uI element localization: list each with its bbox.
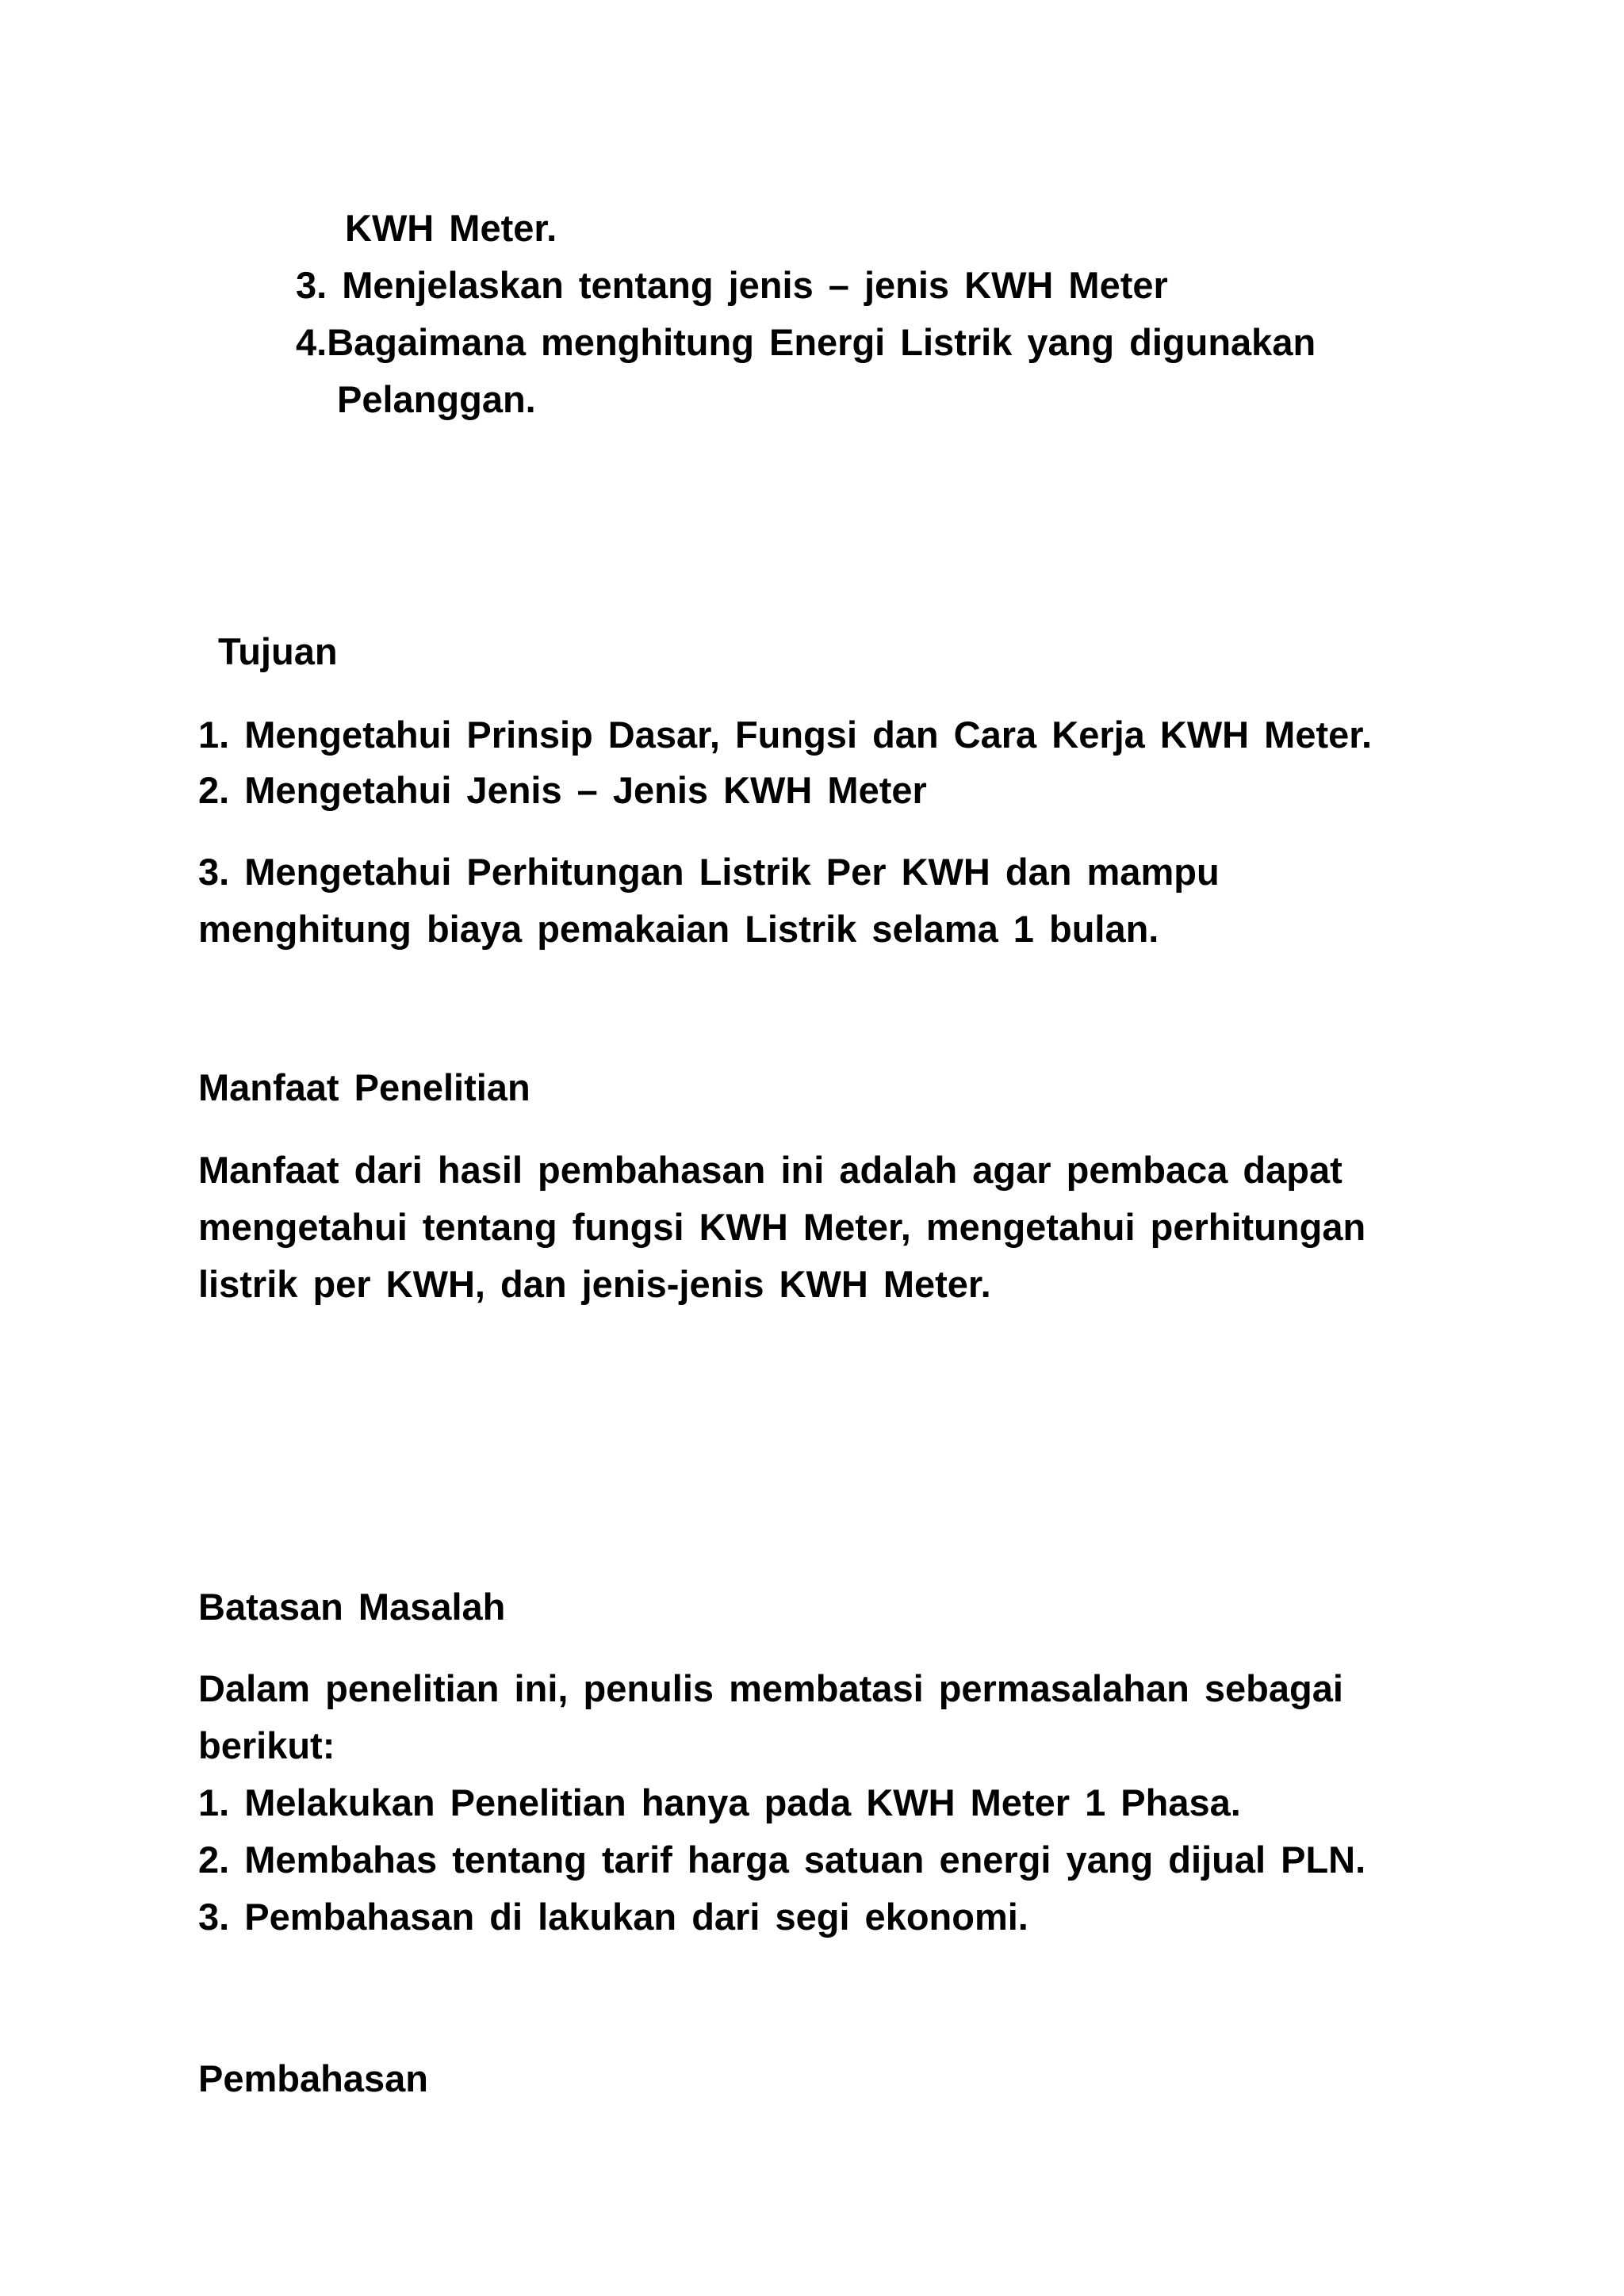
section-heading-manfaat: Manfaat Penelitian: [198, 1066, 530, 1108]
section-heading-pembahasan: Pembahasan: [198, 2057, 428, 2099]
list-item: 2. Membahas tentang tarif harga satuan energi yang dijual PLN.: [198, 1839, 1366, 1881]
paragraph-line: mengetahui tentang fungsi KWH Meter, mengetahui perhitungan: [198, 1206, 1366, 1248]
list-item: 3. Menjelaskan tentang jenis – jenis KWH Meter: [296, 264, 1168, 306]
list-item: 3. Mengetahui Perhitungan Listrik Per KWH dan mampu: [198, 851, 1220, 893]
continuation-line: KWH Meter.: [345, 207, 557, 249]
list-item: 1. Melakukan Penelitian hanya pada KWH Meter 1 Phasa.: [198, 1781, 1241, 1823]
list-item-continuation: Pelanggan.: [337, 378, 536, 420]
paragraph-line: Manfaat dari hasil pembahasan ini adalah agar pembaca dapat: [198, 1149, 1342, 1191]
section-heading-tujuan: Tujuan: [218, 630, 338, 672]
list-item: 4.Bagaimana menghitung Energi Listrik yang digunakan: [296, 321, 1316, 363]
paragraph-line: listrik per KWH, dan jenis-jenis KWH Meter.: [198, 1263, 991, 1305]
list-item: 3. Pembahasan di lakukan dari segi ekonomi.: [198, 1896, 1028, 1938]
paragraph-line: berikut:: [198, 1724, 335, 1766]
list-item: 2. Mengetahui Jenis – Jenis KWH Meter: [198, 769, 927, 811]
paragraph-line: Dalam penelitian ini, penulis membatasi permasalahan sebagai: [198, 1667, 1343, 1709]
section-heading-batasan: Batasan Masalah: [198, 1586, 506, 1628]
list-item-continuation: menghitung biaya pemakaian Listrik selama 1 bulan.: [198, 908, 1159, 950]
list-item: 1. Mengetahui Prinsip Dasar, Fungsi dan Cara Kerja KWH Meter.: [198, 714, 1373, 756]
